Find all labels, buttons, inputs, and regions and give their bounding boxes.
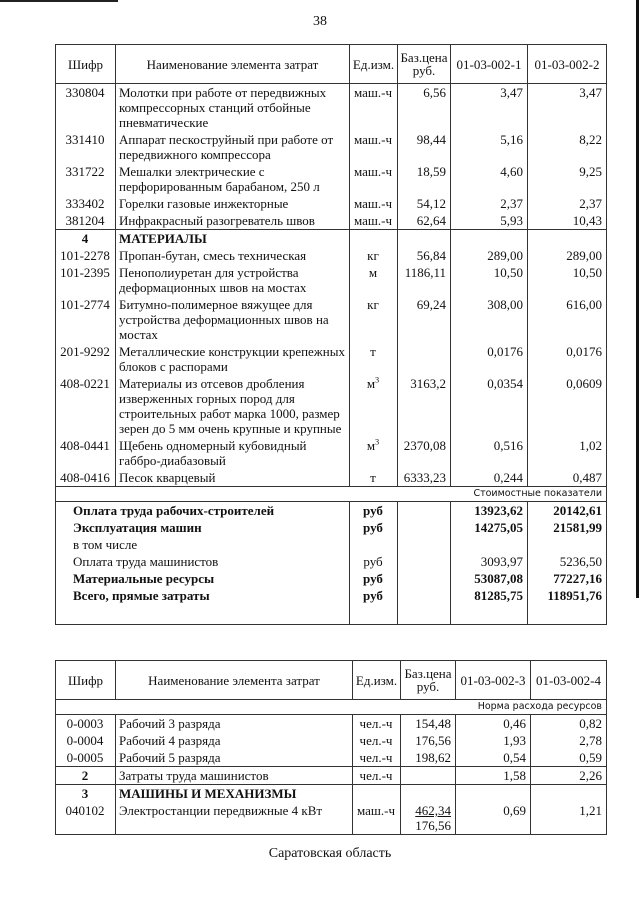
row-value-1: 10,50 [451, 264, 528, 296]
empty-cell [398, 604, 451, 625]
header-col1: 01-03-002-1 [451, 45, 528, 84]
table-row [56, 437, 607, 469]
summary-row [56, 587, 607, 604]
row-unit: маш.-ч [353, 802, 401, 835]
row-value-2: 2,78 [531, 732, 607, 749]
summary-value-2: 21581,99 [528, 519, 607, 536]
row-name: Пропан-бутан, смесь техническая [116, 247, 350, 264]
row-price: 2370,08 [398, 437, 451, 469]
row-value-2: 10,50 [528, 264, 607, 296]
row-name: Рабочий 4 разряда [116, 732, 353, 749]
section-header-materials [56, 230, 607, 248]
table-row [56, 296, 607, 343]
unit-superscript: 3 [375, 375, 380, 385]
summary-row [56, 553, 607, 570]
table-row [56, 264, 607, 296]
row-unit: чел.-ч [353, 767, 401, 785]
page-footer: Саратовская область [268, 846, 392, 861]
row-code: 0-0004 [56, 732, 116, 749]
empty-cell [401, 785, 456, 803]
resource-table-1 [55, 44, 607, 625]
empty-cell [350, 604, 398, 625]
row-value-2: 289,00 [528, 247, 607, 264]
summary-value-1: 81285,75 [451, 587, 528, 604]
resource-table-2 [55, 660, 607, 835]
row-value-2: 2,37 [528, 195, 607, 212]
row-code: 201-9292 [56, 343, 116, 375]
empty-cell [398, 230, 451, 248]
row-value-1: 5,93 [451, 212, 528, 230]
row-price: 6333,23 [398, 469, 451, 487]
summary-value-1: 13923,62 [451, 502, 528, 520]
summary-value-2 [528, 536, 607, 553]
row-value-1: 4,60 [451, 163, 528, 195]
header-code: Шифр [56, 661, 116, 700]
row-name: Песок кварцевый [116, 469, 350, 487]
table-header-row [56, 661, 607, 700]
page-number: 38 [313, 14, 327, 29]
row-name: Аппарат пескоструйный при работе от передвижного компрессора [116, 131, 350, 163]
price-bottom: 176,56 [415, 818, 451, 833]
row-code: 0-0003 [56, 715, 116, 733]
row-code: 333402 [56, 195, 116, 212]
row-name: Рабочий 5 разряда [116, 749, 353, 767]
cost-indicators-row [56, 487, 607, 502]
row-price: 18,59 [398, 163, 451, 195]
machines-body-2 [56, 785, 607, 835]
section-code: 4 [56, 230, 116, 248]
table-row [56, 163, 607, 195]
row-unit [350, 437, 398, 469]
summary-row [56, 536, 607, 553]
summary-value-1 [451, 536, 528, 553]
row-name: Молотки при работе от передвижных компрессорных станций отбойные пневматические [116, 84, 350, 132]
summary-value-1: 14275,05 [451, 519, 528, 536]
row-price: 198,62 [401, 749, 456, 767]
row-unit: м [350, 264, 398, 296]
row-price [398, 343, 451, 375]
table-row [56, 343, 607, 375]
table-row [56, 84, 607, 132]
row-unit: чел.-ч [353, 715, 401, 733]
row-code: 331410 [56, 131, 116, 163]
summary-value-2: 118951,76 [528, 587, 607, 604]
summary-unit: руб [350, 587, 398, 604]
row-price: 98,44 [398, 131, 451, 163]
row-price [401, 767, 456, 785]
row-price: 3163,2 [398, 375, 451, 437]
row-unit: кг [350, 247, 398, 264]
row-value-1: 0,69 [456, 802, 531, 835]
row-price: 176,56 [401, 732, 456, 749]
row-name: Электростанции передвижные 4 кВт [116, 802, 353, 835]
empty-cell [398, 553, 451, 570]
row-code: 101-2774 [56, 296, 116, 343]
table-row [56, 195, 607, 212]
row-value-1: 5,16 [451, 131, 528, 163]
header-col2: 01-03-002-4 [531, 661, 607, 700]
summary-label: в том числе [56, 536, 350, 553]
empty-cell [398, 502, 451, 520]
header-unit: Ед.изм. [353, 661, 401, 700]
row-name: Затраты труда машинистов [116, 767, 353, 785]
section-title: МАТЕРИАЛЫ [116, 230, 350, 248]
summary-value-1: 53087,08 [451, 570, 528, 587]
unit-superscript: 3 [375, 437, 380, 447]
machinists-row [56, 767, 607, 785]
empty-cell [350, 230, 398, 248]
materials-body [56, 230, 607, 487]
summary-value-2: 5236,50 [528, 553, 607, 570]
scan-top-rule [0, 0, 118, 2]
header-price: Баз.цена руб. [401, 661, 456, 700]
section-title: МАШИНЫ И МЕХАНИЗМЫ [116, 785, 353, 803]
empty-cell [353, 785, 401, 803]
row-unit [350, 375, 398, 437]
header-unit: Ед.изм. [350, 45, 398, 84]
empty-cell [398, 587, 451, 604]
row-value-1: 2,37 [451, 195, 528, 212]
empty-cell [528, 230, 607, 248]
header-price: Баз.цена руб. [398, 45, 451, 84]
scan-edge-bar [636, 0, 639, 598]
row-value-1: 308,00 [451, 296, 528, 343]
row-value-1: 3,47 [451, 84, 528, 132]
table-row [56, 749, 607, 767]
summary-body [56, 487, 607, 625]
table-row [56, 131, 607, 163]
empty-cell [451, 230, 528, 248]
empty-cell [531, 785, 607, 803]
row-price [401, 802, 456, 835]
row-name: Щебень одномерный кубовидный габбро-диабазовый [116, 437, 350, 469]
summary-unit: руб [350, 502, 398, 520]
row-unit: кг [350, 296, 398, 343]
table-header-row [56, 45, 607, 84]
summary-spacer-row [56, 604, 607, 625]
row-value-1: 0,0354 [451, 375, 528, 437]
row-name: Битумно-полимерное вяжущее для устройства деформационных швов на мостах [116, 296, 350, 343]
row-value-2: 616,00 [528, 296, 607, 343]
empty-cell [56, 604, 350, 625]
norm-label: Норма расхода ресурсов [56, 700, 607, 715]
summary-unit: руб [350, 570, 398, 587]
summary-value-2: 77227,16 [528, 570, 607, 587]
row-value-2: 1,02 [528, 437, 607, 469]
row-unit: маш.-ч [350, 163, 398, 195]
row-value-2: 0,487 [528, 469, 607, 487]
row-value-2: 0,0609 [528, 375, 607, 437]
row-value-1: 0,516 [451, 437, 528, 469]
empty-cell [528, 604, 607, 625]
table-row [56, 469, 607, 487]
row-unit: т [350, 469, 398, 487]
header-col2: 01-03-002-2 [528, 45, 607, 84]
empty-cell [398, 536, 451, 553]
row-value-2: 10,43 [528, 212, 607, 230]
summary-value-2: 20142,61 [528, 502, 607, 520]
row-unit: чел.-ч [353, 749, 401, 767]
row-value-2: 0,59 [531, 749, 607, 767]
summary-label: Всего, прямые затраты [56, 587, 350, 604]
row-price: 1186,11 [398, 264, 451, 296]
header-col1: 01-03-002-3 [456, 661, 531, 700]
machines-body [56, 84, 607, 230]
summary-label: Оплата труда рабочих-строителей [56, 502, 350, 520]
row-value-1: 1,93 [456, 732, 531, 749]
summary-label: Оплата труда машинистов [56, 553, 350, 570]
summary-row [56, 502, 607, 520]
workers-body [56, 700, 607, 767]
summary-unit [350, 536, 398, 553]
row-unit: маш.-ч [350, 131, 398, 163]
table-row [56, 715, 607, 733]
row-code: 101-2395 [56, 264, 116, 296]
row-code: 331722 [56, 163, 116, 195]
row-value-2: 0,0176 [528, 343, 607, 375]
row-code: 408-0441 [56, 437, 116, 469]
row-value-1: 0,46 [456, 715, 531, 733]
row-name: Пенополиуретан для устройства деформационных швов на мостах [116, 264, 350, 296]
row-unit: чел.-ч [353, 732, 401, 749]
machinists-body [56, 767, 607, 785]
row-price: 56,84 [398, 247, 451, 264]
norm-label-row [56, 700, 607, 715]
summary-unit: руб [350, 519, 398, 536]
cost-indicators-label: Стоимостные показатели [56, 487, 607, 502]
table-row [56, 802, 607, 835]
row-name: Рабочий 3 разряда [116, 715, 353, 733]
row-code: 330804 [56, 84, 116, 132]
header-name: Наименование элемента затрат [116, 45, 350, 84]
unit-text: м [366, 376, 376, 391]
row-name: Горелки газовые инжекторные [116, 195, 350, 212]
table-row [56, 247, 607, 264]
summary-row [56, 519, 607, 536]
row-name: Металлические конструкции крепежных блоков с распорами [116, 343, 350, 375]
row-code: 0-0005 [56, 749, 116, 767]
summary-row [56, 570, 607, 587]
row-value-2: 1,21 [531, 802, 607, 835]
unit-text: м [366, 438, 376, 453]
row-price: 54,12 [398, 195, 451, 212]
row-value-1: 0,0176 [451, 343, 528, 375]
row-name: Материалы из отсевов дробления изверженных горных пород для строительных работ марка 1000, размер зерен до 5 мм очень крупные и крупные [116, 375, 350, 437]
row-code: 408-0416 [56, 469, 116, 487]
table-row [56, 375, 607, 437]
empty-cell [456, 785, 531, 803]
row-price: 154,48 [401, 715, 456, 733]
summary-label: Эксплуатация машин [56, 519, 350, 536]
row-name: Мешалки электрические с перфорированным барабаном, 250 л [116, 163, 350, 195]
header-name: Наименование элемента затрат [116, 661, 353, 700]
row-value-2: 9,25 [528, 163, 607, 195]
row-price: 62,64 [398, 212, 451, 230]
section-code: 3 [56, 785, 116, 803]
row-value-1: 289,00 [451, 247, 528, 264]
summary-label: Материальные ресурсы [56, 570, 350, 587]
row-unit: маш.-ч [350, 212, 398, 230]
row-value-2: 3,47 [528, 84, 607, 132]
row-value-1: 0,54 [456, 749, 531, 767]
table-row [56, 732, 607, 749]
row-unit: т [350, 343, 398, 375]
row-value-2: 8,22 [528, 131, 607, 163]
row-code: 2 [56, 767, 116, 785]
price-top: 462,34 [415, 803, 451, 818]
empty-cell [451, 604, 528, 625]
row-code: 101-2278 [56, 247, 116, 264]
table-row [56, 212, 607, 230]
row-code: 040102 [56, 802, 116, 835]
row-code: 381204 [56, 212, 116, 230]
summary-value-1: 3093,97 [451, 553, 528, 570]
row-code: 408-0221 [56, 375, 116, 437]
row-value-1: 0,244 [451, 469, 528, 487]
row-value-2: 0,82 [531, 715, 607, 733]
empty-cell [398, 570, 451, 587]
empty-cell [398, 519, 451, 536]
section-header-machines [56, 785, 607, 803]
header-code: Шифр [56, 45, 116, 84]
row-value-2: 2,26 [531, 767, 607, 785]
row-name: Инфракрасный разогреватель швов [116, 212, 350, 230]
row-unit: маш.-ч [350, 84, 398, 132]
row-unit: маш.-ч [350, 195, 398, 212]
summary-unit: руб [350, 553, 398, 570]
row-price: 69,24 [398, 296, 451, 343]
row-price: 6,56 [398, 84, 451, 132]
row-value-1: 1,58 [456, 767, 531, 785]
